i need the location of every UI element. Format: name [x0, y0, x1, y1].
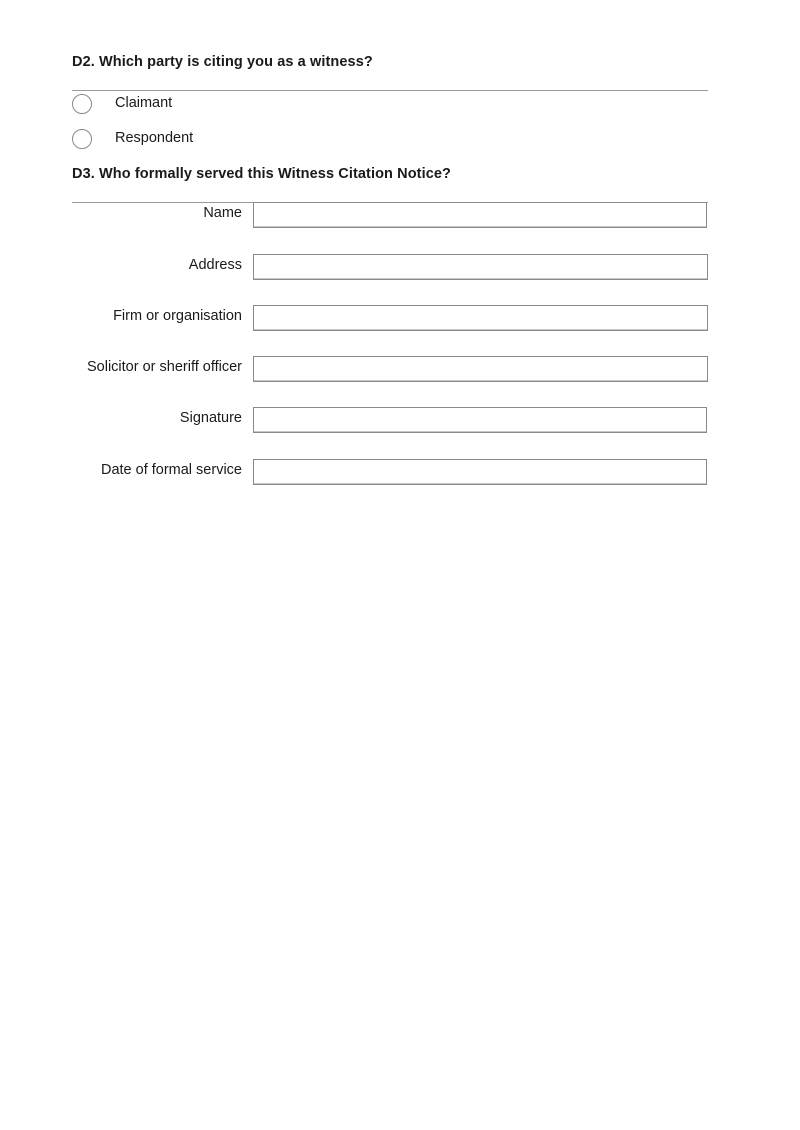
- field-row-name: [72, 202, 708, 229]
- field-row-firm: [72, 305, 708, 332]
- name-field[interactable]: [253, 202, 707, 228]
- radio-label: Claimant: [115, 95, 173, 111]
- solicitor-field[interactable]: [253, 356, 708, 382]
- date-field[interactable]: [253, 459, 707, 485]
- field-row-address: [72, 254, 708, 281]
- field-label: Date of formal service: [100, 462, 242, 478]
- radio-option-respondent[interactable]: [72, 129, 372, 151]
- field-row-date: [72, 459, 708, 486]
- radio-button[interactable]: [72, 129, 92, 149]
- radio-button[interactable]: [72, 94, 92, 114]
- signature-field[interactable]: [253, 407, 707, 433]
- question-d3-heading: D3. Who formally served this Witness Citation Notice?: [72, 166, 452, 182]
- field-label: Firm or organisation: [113, 308, 242, 324]
- address-field[interactable]: [253, 254, 708, 280]
- field-label: Name: [203, 205, 242, 221]
- field-row-signature: [72, 407, 708, 434]
- radio-option-claimant[interactable]: [72, 94, 372, 116]
- field-label: Solicitor or sheriff officer: [87, 359, 242, 375]
- question-d2-heading: D2. Which party is citing you as a witness?: [72, 54, 373, 70]
- radio-label: Respondent: [115, 130, 194, 146]
- divider: [72, 90, 708, 91]
- field-row-solicitor: [72, 356, 708, 383]
- field-label: Signature: [179, 410, 242, 426]
- field-label: Address: [188, 257, 242, 273]
- firm-field[interactable]: [253, 305, 708, 331]
